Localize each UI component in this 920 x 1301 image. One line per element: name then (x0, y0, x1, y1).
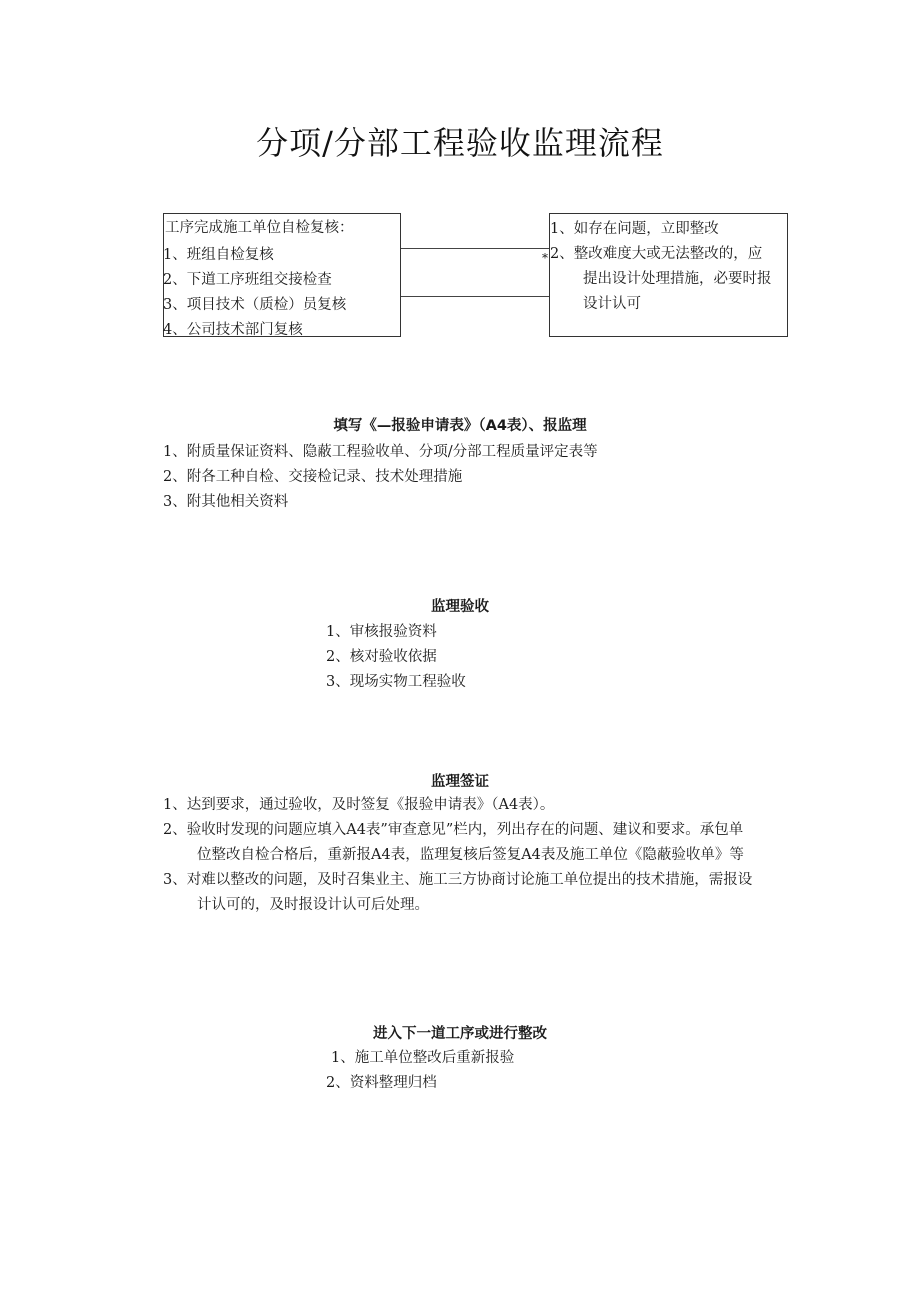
self-check-heading: 工序完成施工单位自检复核： (165, 220, 354, 236)
step3-item: 1、达到要求，通过验收，及时签复《报验申请表》（A4表）。 (163, 797, 555, 813)
step2-item: 1、审核报验资料 (326, 624, 437, 640)
self-check-item: 3、项目技术（质检）员复核 (163, 297, 347, 313)
self-check-item: 4、公司技术部门复核 (163, 322, 303, 338)
step3-item-continued: 位整改自检合格后，重新报A4表，监理复核后签复A4表及施工单位《隐蔽验收单》等 (197, 847, 744, 863)
page-title: 分项/分部工程验收监理流程 (256, 124, 664, 162)
step3-item: 3、对难以整改的问题，及时召集业主、施工三方协商讨论施工单位提出的技术措施，需报设 (163, 872, 753, 888)
step2-item: 2、核对验收依据 (326, 649, 437, 665)
step3-item-continued: 计认可的，及时报设计认可后处理。 (197, 897, 429, 913)
step1-item: 2、附各工种自检、交接检记录、技术处理措施 (163, 469, 463, 485)
self-check-item: 2、下道工序班组交接检查 (163, 272, 332, 288)
step1-item: 3、附其他相关资料 (163, 494, 289, 510)
step4-item: 2、资料整理归档 (326, 1075, 437, 1091)
step3-item: 2、验收时发现的问题应填入A4表”审查意见”栏内，列出存在的问题、建议和要求。承包单 (163, 822, 744, 838)
rectification-item: 2、整改难度大或无法整改的，应 (550, 246, 763, 262)
rectification-item: 提出设计处理措施，必要时报 (583, 271, 772, 287)
rectification-item: 设计认可 (583, 296, 641, 312)
connector-line-bottom (401, 296, 549, 297)
step1-item: 1、附质量保证资料、隐蔽工程验收单、分项/分部工程质量评定表等 (163, 444, 598, 460)
step1-heading: 填写《—报验申请表》（A4表）、报监理 (333, 418, 587, 434)
rectification-item: 1、如存在问题，立即整改 (550, 221, 719, 237)
step2-heading: 监理验收 (431, 599, 489, 615)
step4-heading: 进入下一道工序或进行整改 (373, 1026, 547, 1042)
step3-heading: 监理签证 (431, 774, 489, 790)
connector-line-top (401, 248, 549, 249)
step4-item: 1、施工单位整改后重新报验 (331, 1050, 515, 1066)
arrow-marker: * (542, 251, 548, 265)
self-check-item: 1、班组自检复核 (163, 247, 274, 263)
step2-item: 3、现场实物工程验收 (326, 674, 466, 690)
